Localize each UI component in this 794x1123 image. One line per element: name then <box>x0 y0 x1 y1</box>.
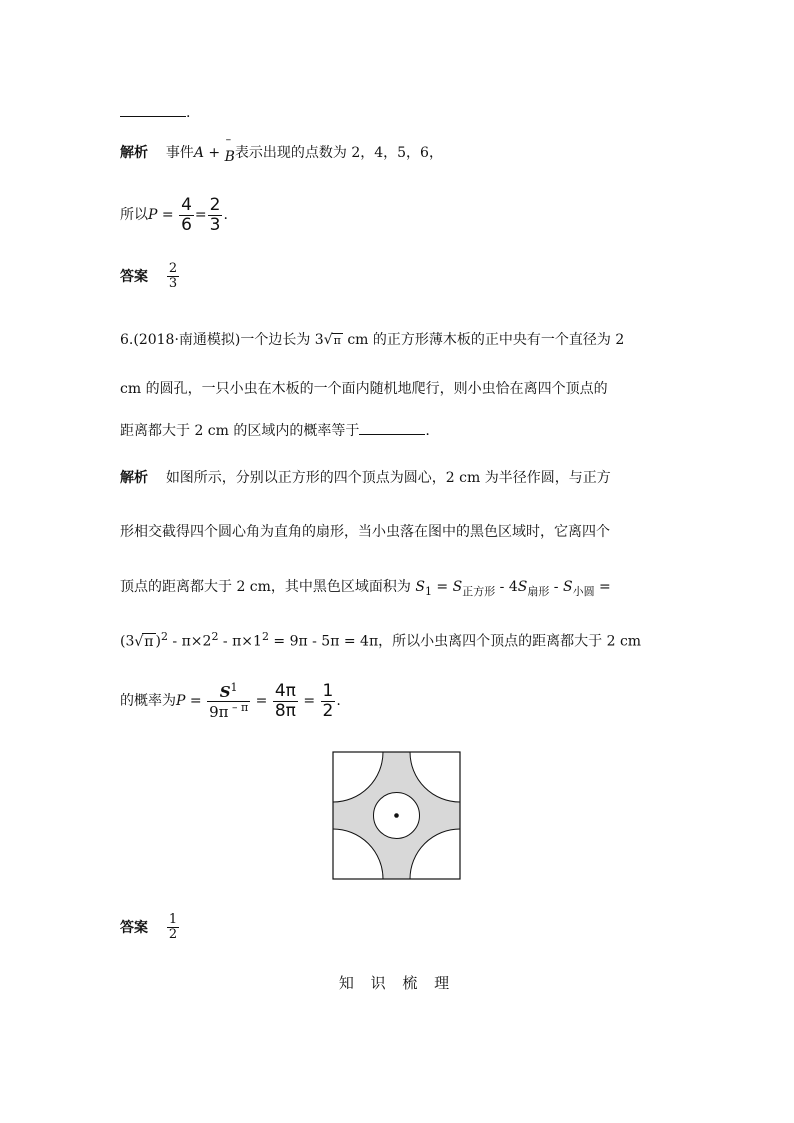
solution-6-line-5: 的概率为P = $\frac{S^1}{9\pi ^{- \pi}}$ = $\frac{4\pi}{8\pi}$ = $\frac{1}{2}$ . <box>120 681 341 721</box>
solution-label: 解析 <box>120 470 148 486</box>
answer-6 <box>120 913 180 943</box>
answer-label: 答案 <box>120 919 148 936</box>
solution-6-line-2: 形相交截得四个圆心角为直角的扇形，当小虫落在图中的黑色区域时，它离四个 <box>120 524 610 540</box>
solution-5-line-2: 所以P = $\frac{4}{6}$ = $\frac{2}{3}$ . <box>120 195 228 235</box>
fraction-4pi-8pi: $\frac{4\pi}{8\pi}$ <box>274 681 296 721</box>
answer-label: 答案 <box>120 268 148 285</box>
square-board-figure <box>332 751 462 881</box>
fraction-s1: $\frac{S^1}{9\pi ^{- \pi}}$ <box>209 681 249 721</box>
solution-6-line-3: 顶点的距离都大于 2 cm，其中黑色区域面积为 $S_1 = S_{正方形} - 4S_{扇形} - S_{小圆}$ = <box>120 579 611 598</box>
solution-label: 解析 <box>120 145 148 161</box>
answer-blank <box>359 422 425 435</box>
solution-6-line-1: 解析 如图所示，分别以正方形的四个顶点为圆心，2 cm 为半径作圆，与正方 <box>120 470 611 486</box>
problem-6-line-3: 距离都大于 2 cm 的区域内的概率等于 . <box>120 423 430 439</box>
solution-6-line-4: (3√π )$^2 - \pi\times 2^2 - \pi\times 1^2 = 9\pi - 5\pi = 4\pi$，所以小虫离四个顶点的距离都大于 2 cm <box>120 630 642 650</box>
problem-6-line-1: 6.(2018·南通模拟)一个边长为 3√π cm 的正方形薄木板的正中央有一个直径为 2 <box>120 332 625 348</box>
answer-fraction: $\frac{1}{2}$ <box>168 912 178 943</box>
answer-fraction: $\frac{2}{3}$ <box>168 261 178 292</box>
fraction-2-3: $\frac{2}{3}$ <box>209 195 221 235</box>
b-complement: – B <box>224 133 235 165</box>
fraction-1-2: $\frac{1}{2}$ <box>322 681 334 721</box>
center-dot <box>394 813 399 818</box>
blank-line <box>120 104 186 117</box>
top-answer-blank: . <box>120 104 190 121</box>
answer-5 <box>120 262 180 292</box>
section-heading: 知 识 梳 理 <box>338 974 456 992</box>
fraction-4-6: $\frac{4}{6}$ <box>181 195 192 235</box>
solution-5-line-1: 解析 事件A + – B表示出现的点数为 2，4，5，6， <box>120 133 443 165</box>
problem-6-line-2: cm 的圆孔，一只小虫在木板的一个面内随机地爬行，则小虫恰在离四个顶点的 <box>120 381 608 397</box>
